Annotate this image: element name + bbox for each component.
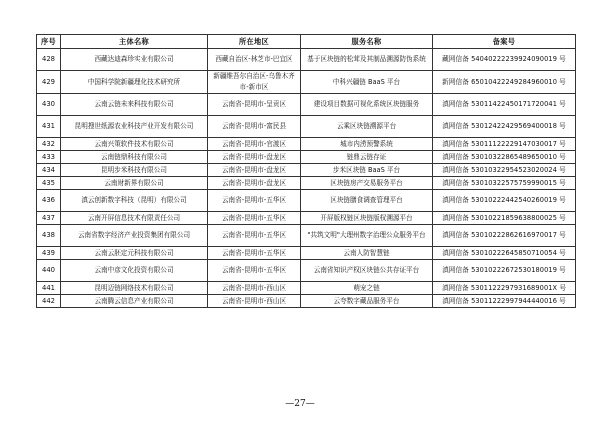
- table-row: [37, 138, 576, 151]
- cell-no: 441: [37, 282, 61, 295]
- table-row: [37, 295, 576, 308]
- table-header: [37, 35, 576, 49]
- cell-no: 433: [37, 151, 61, 164]
- registry-table: [36, 34, 576, 308]
- header-record: 备案号: [433, 35, 576, 49]
- cell-service: 基于区块链的松茸及其制品溯源防伪系统: [301, 49, 433, 71]
- table-row: [37, 260, 576, 282]
- cell-no: 431: [37, 116, 61, 138]
- cell-entity: 云南开屏信息技术有限责任公司: [61, 212, 208, 225]
- header-service: 服务名称: [301, 35, 433, 49]
- cell-entity: 云南省数字经济产业投资集团有限公司: [61, 225, 208, 247]
- cell-entity: 滇云创新数字科技（昆明）有限公司: [61, 190, 208, 212]
- table-row: [37, 49, 576, 71]
- cell-region: 云南省-昆明市-五华区: [208, 212, 301, 225]
- cell-entity: 昆明迈链网络技术有限公司: [61, 282, 208, 295]
- cell-record: 滇网信备 5301122297931689001X 号: [433, 282, 576, 295]
- cell-region: 新疆维吾尔自治区-乌鲁木齐市-新市区: [208, 71, 301, 94]
- cell-entity: 云南云胚定元科技有限公司: [61, 247, 208, 260]
- cell-service: 城市内涝预警系统: [301, 138, 433, 151]
- cell-entity: 云南链鼎科技有限公司: [61, 151, 208, 164]
- cell-service: 建设项目数据可视化系统区块链服务: [301, 94, 433, 116]
- cell-region: 云南省-昆明市-呈贡区: [208, 94, 301, 116]
- cell-region: 云南省-昆明市-五华区: [208, 247, 301, 260]
- cell-region: 云南省-昆明市-盘龙区: [208, 164, 301, 177]
- cell-service: 中科兴疆链 BaaS 平台: [301, 71, 433, 94]
- cell-region: 云南省-昆明市-盘龙区: [208, 177, 301, 190]
- cell-region: 云南省-昆明市-官渡区: [208, 138, 301, 151]
- cell-region: 云南省-昆明市-五华区: [208, 260, 301, 282]
- cell-no: 434: [37, 164, 61, 177]
- table-row: [37, 190, 576, 212]
- cell-region: 西藏自治区-林芝市-巴宜区: [208, 49, 301, 71]
- cell-service: 云南省知识产权区块链公共存证平台: [301, 260, 433, 282]
- header-region: 所在地区: [208, 35, 301, 49]
- page-number: —27—: [285, 399, 315, 409]
- cell-service: "共筑文明"大理州数字治理公众服务平台: [301, 225, 433, 247]
- cell-record: 滇网信备 53011222997944440016 号: [433, 295, 576, 308]
- table-body: [37, 49, 576, 308]
- cell-record: 滇网信备 53010322954523020024 号: [433, 164, 576, 177]
- header-row: [37, 35, 576, 49]
- table-row: [37, 94, 576, 116]
- cell-record: 藏网信备 54040222239924090019 号: [433, 49, 576, 71]
- cell-no: 432: [37, 138, 61, 151]
- cell-entity: 云南云链未来科技有限公司: [61, 94, 208, 116]
- cell-entity: 昆明步米科技有限公司: [61, 164, 208, 177]
- cell-record: 滇网信备 53010322575759990015 号: [433, 177, 576, 190]
- table-row: [37, 225, 576, 247]
- cell-record: 滇网信备 53011122229147030017 号: [433, 138, 576, 151]
- cell-entity: 云南腾云信息产业有限公司: [61, 295, 208, 308]
- cell-record: 滇网信备 53010222442540260019 号: [433, 190, 576, 212]
- cell-service: 云南人防智慧链: [301, 247, 433, 260]
- cell-entity: 云南财新界有限公司: [61, 177, 208, 190]
- table-row: [37, 212, 576, 225]
- cell-no: 440: [37, 260, 61, 282]
- cell-service: 开屏版权链区块链版权溯源平台: [301, 212, 433, 225]
- cell-region: 云南省-昆明市-西山区: [208, 282, 301, 295]
- cell-no: 442: [37, 295, 61, 308]
- cell-region: 云南省-昆明市-富民县: [208, 116, 301, 138]
- cell-record: 滇网信备 53010222645850710054 号: [433, 247, 576, 260]
- cell-record: 新网信备 65010422249284960010 号: [433, 71, 576, 94]
- cell-no: 439: [37, 247, 61, 260]
- cell-record: 滇网信备 53012422429569400018 号: [433, 116, 576, 138]
- cell-service: 云乘区块链溯源平台: [301, 116, 433, 138]
- cell-no: 436: [37, 190, 61, 212]
- cell-record: 滇网信备 53010221859638800025 号: [433, 212, 576, 225]
- table-row: [37, 282, 576, 295]
- cell-service: 链鼎云链存证: [301, 151, 433, 164]
- cell-record: 滇网信备 53010322865489650010 号: [433, 151, 576, 164]
- cell-region: 云南省-昆明市-五华区: [208, 190, 301, 212]
- cell-entity: 中国科学院新疆理化技术研究所: [61, 71, 208, 94]
- table-row: [37, 151, 576, 164]
- header-entity: 主体名称: [61, 35, 208, 49]
- table-row: [37, 164, 576, 177]
- cell-no: 430: [37, 94, 61, 116]
- cell-region: 云南省-昆明市-盘龙区: [208, 151, 301, 164]
- cell-no: 438: [37, 225, 61, 247]
- cell-record: 滇网信备 53010222672530180019 号: [433, 260, 576, 282]
- cell-entity: 云南兴策软件技术有限公司: [61, 138, 208, 151]
- cell-no: 437: [37, 212, 61, 225]
- cell-record: 滇网信备 53011422450171720041 号: [433, 94, 576, 116]
- cell-record: 滇网信备 53010222862616970017 号: [433, 225, 576, 247]
- table-row: [37, 247, 576, 260]
- table-row: [37, 116, 576, 138]
- cell-no: 429: [37, 71, 61, 94]
- cell-no: 435: [37, 177, 61, 190]
- cell-entity: 昆明搜世纸源农业科技产业开发有限公司: [61, 116, 208, 138]
- cell-region: 云南省-昆明市-西山区: [208, 295, 301, 308]
- table-row: [37, 177, 576, 190]
- cell-region: 云南省-昆明市-五华区: [208, 225, 301, 247]
- cell-entity: 云南中彦文化投资有限公司: [61, 260, 208, 282]
- cell-service: 区块链膳食调查管理平台: [301, 190, 433, 212]
- cell-service: 区块链房产交易服务平台: [301, 177, 433, 190]
- cell-service: 步米区块链 BaaS 平台: [301, 164, 433, 177]
- cell-entity: 西藏达迪森珍实业有限公司: [61, 49, 208, 71]
- header-no: 序号: [37, 35, 61, 49]
- table-row: [37, 71, 576, 94]
- cell-service: 云夸数字藏品服务平台: [301, 295, 433, 308]
- cell-no: 428: [37, 49, 61, 71]
- cell-service: 萌宠之链: [301, 282, 433, 295]
